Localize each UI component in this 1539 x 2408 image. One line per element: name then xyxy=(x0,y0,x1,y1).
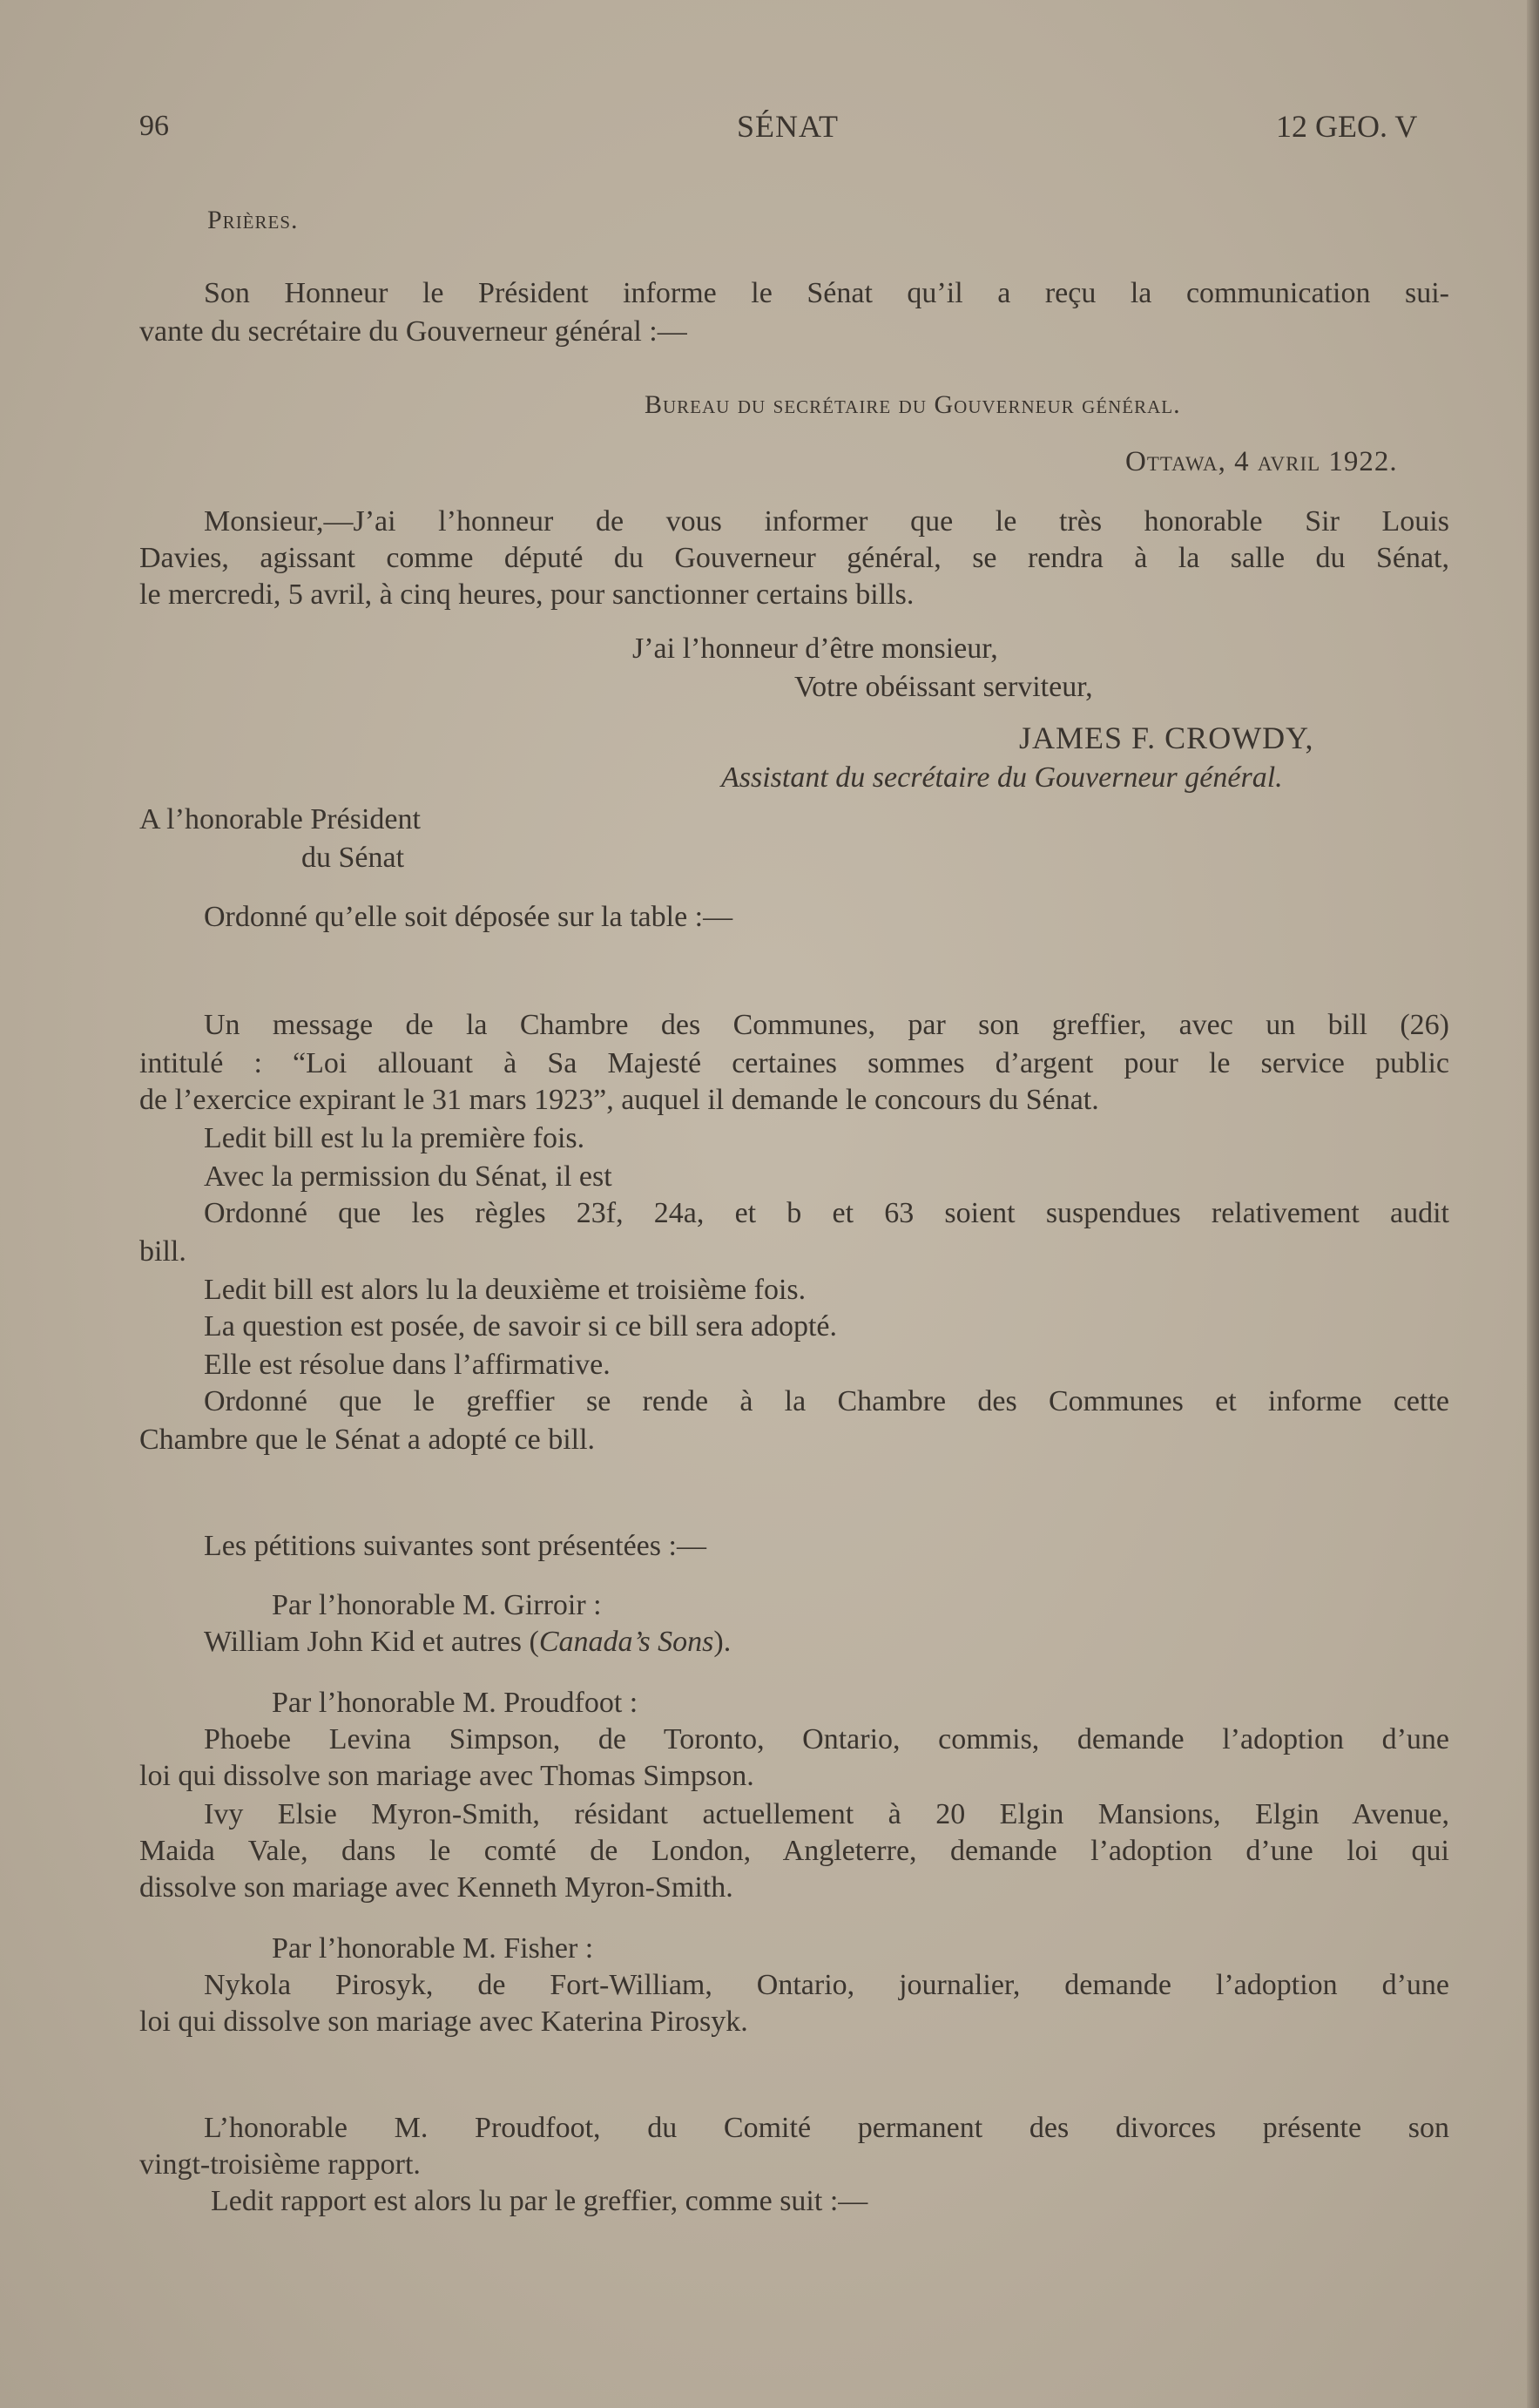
page-number: 96 xyxy=(139,110,169,142)
petition-2-line-1: Phoebe Levina Simpson, de Toronto, Ontario, commis, demande l’adoption d’une xyxy=(204,1723,1449,1755)
letter-line-2: Davies, agissant comme député du Gouverneur général, se rendra à la salle du Sénat, xyxy=(139,542,1449,574)
dateline: Ottawa, 4 avril 1922. xyxy=(1125,446,1398,477)
message-line-8: Ledit bill est alors lu la deuxième et troisième fois. xyxy=(204,1274,807,1306)
page-header-session: 12 GEO. V xyxy=(1276,109,1418,144)
message-line-10: Elle est résolue dans l’affirmative. xyxy=(204,1349,611,1381)
petition-4-line-1: Nykola Pirosyk, de Fort-William, Ontario, journalier, demande l’adoption d’une xyxy=(204,1969,1449,2001)
petition-1-text: William John Kid et autres ( xyxy=(204,1626,539,1658)
page-header-title: SÉNAT xyxy=(737,109,840,144)
report-line-1: L’honorable M. Proudfoot, du Comité permanent des divorces présente son xyxy=(204,2112,1449,2144)
communication-intro-2: vante du secrétaire du Gouverneur général :— xyxy=(139,315,687,348)
signer-name: JAMES F. CROWDY, xyxy=(1019,720,1314,755)
petition-1-group: Canada’s Sons xyxy=(538,1626,714,1658)
message-line-3: de l’exercice expirant le 31 mars 1923”, auquel il demande le concours du Sénat. xyxy=(139,1084,1099,1116)
petitions-intro: Les pétitions suivantes sont présentées :— xyxy=(204,1530,706,1562)
message-line-5: Avec la permission du Sénat, il est xyxy=(204,1160,612,1193)
order-tabled: Ordonné qu’elle soit déposée sur la table :— xyxy=(204,901,733,933)
office-heading: Bureau du secrétaire du Gouverneur général. xyxy=(645,390,1181,419)
addressee-line-2: du Sénat xyxy=(301,842,405,874)
petition-1-end: ). xyxy=(713,1626,732,1658)
page-edge xyxy=(1527,0,1539,2408)
petition-1 xyxy=(204,1626,731,1659)
petition-3-line-1: Ivy Elsie Myron-Smith, résidant actuellement à 20 Elgin Mansions, Elgin Avenue, xyxy=(204,1798,1449,1830)
petition-2-line-2: loi qui dissolve son mariage avec Thomas Simpson. xyxy=(139,1760,754,1792)
message-line-9: La question est posée, de savoir si ce bill sera adopté. xyxy=(204,1310,837,1343)
message-line-4: Ledit bill est lu la première fois. xyxy=(204,1122,585,1154)
addressee-line-1: A l’honorable Président xyxy=(139,803,421,835)
letter-closing-2: Votre obéissant serviteur, xyxy=(794,671,1093,703)
petition-by-proudfoot: Par l’honorable M. Proudfoot : xyxy=(272,1687,638,1719)
petition-by-fisher: Par l’honorable M. Fisher : xyxy=(272,1932,594,1965)
report-line-3: Ledit rapport est alors lu par le greffier, comme suit :— xyxy=(211,2185,868,2217)
letter-line-3: le mercredi, 5 avril, à cinq heures, pour sanctionner certains bills. xyxy=(139,578,915,611)
signer-title: Assistant du secrétaire du Gouverneur général. xyxy=(721,761,1283,794)
petition-by-girroir: Par l’honorable M. Girroir : xyxy=(272,1589,602,1621)
message-line-6: Ordonné que les règles 23f, 24a, et b et 63 soient suspendues relativement audit xyxy=(204,1197,1449,1229)
report-line-2: vingt-troisième rapport. xyxy=(139,2148,421,2181)
prayers-heading: Prières. xyxy=(207,206,299,234)
petition-3-line-3: dissolve son mariage avec Kenneth Myron-Smith. xyxy=(139,1871,733,1904)
message-line-11: Ordonné que le greffier se rende à la Chambre des Communes et informe cette xyxy=(204,1385,1449,1417)
letter-closing: J’ai l’honneur d’être monsieur, xyxy=(632,632,998,665)
communication-intro-1: Son Honneur le Président informe le Sénat qu’il a reçu la communication sui- xyxy=(204,277,1449,309)
petition-3-line-2: Maida Vale, dans le comté de London, Angleterre, demande l’adoption d’une loi qui xyxy=(139,1835,1449,1867)
petition-4-line-2: loi qui dissolve son mariage avec Katerina Pirosyk. xyxy=(139,2006,748,2038)
message-line-12: Chambre que le Sénat a adopté ce bill. xyxy=(139,1424,596,1456)
message-line-7: bill. xyxy=(139,1235,186,1268)
letter-line-1: Monsieur,—J’ai l’honneur de vous informer que le très honorable Sir Louis xyxy=(204,505,1449,538)
message-line-2: intitulé : “Loi allouant à Sa Majesté certaines sommes d’argent pour le service public xyxy=(139,1047,1449,1079)
message-line-1: Un message de la Chambre des Communes, par son greffier, avec un bill (26) xyxy=(204,1009,1449,1041)
